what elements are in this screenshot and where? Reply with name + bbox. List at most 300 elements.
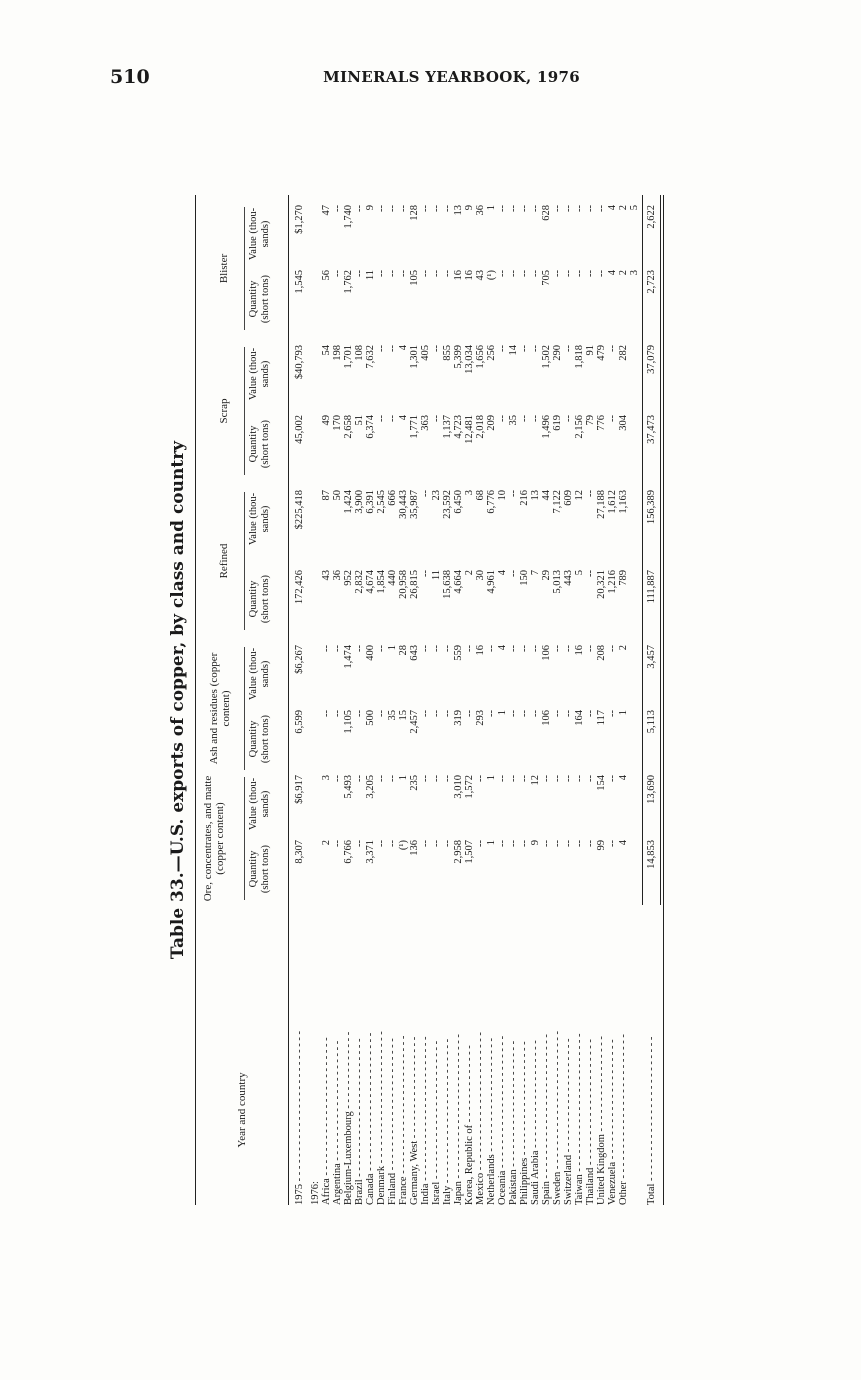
table-cell: -- — [387, 775, 398, 782]
table-cell: 164 — [574, 710, 585, 726]
table-cell: -- — [321, 710, 332, 717]
table-cell: -- — [398, 270, 409, 277]
table-cell: 51 — [354, 415, 365, 426]
table-cell: 1 — [497, 710, 508, 716]
table-cell: -- — [475, 775, 486, 782]
table-cell: 479 — [596, 345, 607, 361]
table-cell: -- — [574, 270, 585, 277]
table-cell: -- — [530, 205, 541, 212]
table-cell: 293 — [475, 710, 486, 726]
table-cell: -- — [508, 205, 519, 212]
table-cell: $1,270 — [294, 205, 305, 234]
table-cell: -- — [585, 775, 596, 782]
table-cell: 1,105 — [343, 710, 354, 734]
table-cell: 23 — [431, 490, 442, 501]
row-label: Pakistan - - - - - - - - - - - - - - - - - - - - - — [508, 1040, 519, 1205]
table-cell: -- — [332, 270, 343, 277]
table-cell: 400 — [365, 645, 376, 661]
table-cell: -- — [376, 205, 387, 212]
table-cell: -- — [585, 645, 596, 652]
table-cell: -- — [552, 270, 563, 277]
table-cell: 855 — [442, 345, 453, 361]
row-label: Venezuela - - - - - - - - - - - - - - - - - - - - — [607, 1039, 618, 1205]
table-cell: -- — [519, 415, 530, 422]
table-cell: 7,632 — [365, 345, 376, 369]
table-cell: 2 — [321, 840, 332, 846]
row-label: Korea, Republic of - - - - - - - - - - - - - — [464, 1045, 475, 1205]
table-cell: -- — [464, 710, 475, 717]
table-cell: 117 — [596, 710, 607, 726]
group-header: Ore, concentrates, and matte (copper content) — [202, 775, 226, 902]
table-cell: 87 — [321, 490, 332, 501]
table-cell: 6,766 — [343, 840, 354, 864]
table-cell: 106 — [541, 645, 552, 661]
table-cell: 2 — [464, 570, 475, 576]
table-cell: -- — [431, 775, 442, 782]
table-cell: 1,762 — [343, 270, 354, 294]
table-cell: -- — [354, 270, 365, 277]
row-label: Brazil - - - - - - - - - - - - - - - - - - - - - - - — [354, 1038, 365, 1205]
table-cell: 643 — [409, 645, 420, 661]
table-cell: 16 — [464, 270, 475, 281]
table-cell: 363 — [420, 415, 431, 431]
table-cell: 44 — [541, 490, 552, 501]
table-cell: -- — [574, 205, 585, 212]
table-cell: -- — [332, 775, 343, 782]
table-cell: 35,987 — [409, 490, 420, 519]
table-cell: -- — [387, 270, 398, 277]
table-cell: 2,832 — [354, 570, 365, 594]
group-underline — [244, 492, 245, 630]
table-cell: -- — [486, 710, 497, 717]
table-cell: 4 — [618, 775, 629, 781]
table-cell: -- — [519, 710, 530, 717]
table-cell: 170 — [332, 415, 343, 431]
table-cell: 43 — [475, 270, 486, 281]
table-cell: 1,474 — [343, 645, 354, 669]
table-cell: 776 — [596, 415, 607, 431]
table-cell: 16 — [574, 645, 585, 656]
table-cell: -- — [563, 270, 574, 277]
table-row — [343, 195, 354, 1205]
table-row — [563, 195, 574, 1205]
table-cell: 30 — [475, 570, 486, 581]
table-cell: 208 — [596, 645, 607, 661]
table-row — [376, 195, 387, 1205]
table-cell: 619 — [552, 415, 563, 431]
table-cell: 47 — [321, 205, 332, 216]
table-cell: -- — [552, 205, 563, 212]
table-cell: -- — [420, 270, 431, 277]
table-cell: -- — [354, 645, 365, 652]
table-cell: 150 — [519, 570, 530, 586]
table-cell: 1,701 — [343, 345, 354, 369]
table-cell: -- — [387, 840, 398, 847]
table-cell: 37,473 — [646, 415, 657, 444]
table-cell: -- — [321, 645, 332, 652]
table-cell: 1,502 — [541, 345, 552, 369]
table-cell: 49 — [321, 415, 332, 426]
table-row — [585, 195, 596, 1205]
table-cell: 8,307 — [294, 840, 305, 864]
book-title: MINERALS YEARBOOK, 1976 — [323, 68, 580, 86]
row-label: Japan - - - - - - - - - - - - - - - - - - - - - - - - — [453, 1034, 464, 1205]
table-cell: -- — [519, 645, 530, 652]
table-cell: 3,205 — [365, 775, 376, 799]
bottom-rule — [663, 905, 664, 1205]
table-cell: -- — [431, 345, 442, 352]
table-row — [618, 195, 629, 1205]
table-cell: 20,958 — [398, 570, 409, 599]
table-cell: -- — [497, 775, 508, 782]
group-underline — [244, 347, 245, 475]
table-cell: 1,854 — [376, 570, 387, 594]
row-label: Thailand - - - - - - - - - - - - - - - - - - - - - — [585, 1039, 596, 1205]
table-cell: -- — [530, 415, 541, 422]
table-cell: -- — [354, 840, 365, 847]
value-column-header: Value (thou- sands) — [248, 777, 271, 831]
table-cell: 6,599 — [294, 710, 305, 734]
table-cell: 1,656 — [475, 345, 486, 369]
table-cell: 30,443 — [398, 490, 409, 519]
table-cell: 14 — [508, 345, 519, 356]
table-cell: -- — [607, 645, 618, 652]
table-cell: -- — [508, 645, 519, 652]
table-cell: -- — [607, 775, 618, 782]
table-cell: -- — [387, 345, 398, 352]
table-cell: 5,399 — [453, 345, 464, 369]
group-header: Scrap — [218, 398, 230, 424]
table-row — [475, 195, 486, 1205]
row-label: Oceania - - - - - - - - - - - - - - - - - - - - - - — [497, 1035, 508, 1205]
table-cell: 56 — [321, 270, 332, 281]
table-cell: 1,424 — [343, 490, 354, 514]
table-row — [332, 195, 343, 1205]
row-label: Canada - - - - - - - - - - - - - - - - - - - - - - - — [365, 1032, 376, 1205]
table-cell: -- — [376, 415, 387, 422]
table-cell: -- — [376, 840, 387, 847]
table-cell: 4,664 — [453, 570, 464, 594]
table-title: Table 33.—U.S. exports of copper, by class and country — [168, 440, 188, 960]
table-row — [607, 195, 618, 1205]
table-cell: -- — [585, 570, 596, 577]
table-cell: 319 — [453, 710, 464, 726]
table-cell: -- — [387, 205, 398, 212]
table-cell: 1 — [486, 205, 497, 211]
table-cell: -- — [431, 415, 442, 422]
group-underline — [244, 207, 245, 330]
value-column-header: Value (thou- sands) — [248, 347, 271, 401]
table-cell: 172,426 — [294, 570, 305, 605]
row-label: Taiwan - - - - - - - - - - - - - - - - - - - - - - - — [574, 1033, 585, 1205]
table-row — [519, 195, 530, 1205]
table-cell: -- — [332, 645, 343, 652]
table-cell: 2 — [618, 270, 629, 276]
table-cell: -- — [519, 840, 530, 847]
table-cell: 1,572 — [464, 775, 475, 799]
table-cell: -- — [574, 775, 585, 782]
table-row — [574, 195, 585, 1205]
quantity-column-header: Quantity (short tons) — [248, 419, 271, 469]
table-cell: 5 — [574, 570, 585, 576]
table-cell: -- — [607, 840, 618, 847]
table-cell: -- — [376, 645, 387, 652]
table-cell: 9 — [530, 840, 541, 846]
table-cell: 1,163 — [618, 490, 629, 514]
row-label: Netherlands - - - - - - - - - - - - - - - - - - - — [486, 1037, 497, 1205]
table-row — [365, 195, 376, 1205]
table-cell: 1,771 — [409, 415, 420, 439]
stub-header: Year and country — [236, 1072, 248, 1148]
table-cell: -- — [508, 570, 519, 577]
table-cell: 2,457 — [409, 710, 420, 734]
table-cell: 20,321 — [596, 570, 607, 599]
table-cell: 9 — [365, 205, 376, 211]
table-cell: -- — [585, 490, 596, 497]
table-cell: -- — [497, 415, 508, 422]
table-cell: -- — [585, 840, 596, 847]
table-cell: -- — [497, 205, 508, 212]
table-cell: 5,493 — [343, 775, 354, 799]
value-column-header: Value (thou- sands) — [248, 207, 271, 261]
table-cell: -- — [607, 710, 618, 717]
top-rule — [195, 195, 196, 1205]
table-cell: 5 — [629, 205, 640, 211]
table-cell: -- — [497, 345, 508, 352]
quantity-column-header: Quantity (short tons) — [248, 844, 271, 894]
table-row — [464, 195, 475, 1205]
row-label: Belgium-Luxembourg - - - - - - - - - - - - - — [343, 1031, 354, 1205]
group-header: Refined — [218, 543, 230, 579]
table-row — [420, 195, 431, 1205]
table-cell: 405 — [420, 345, 431, 361]
table-cell: -- — [420, 205, 431, 212]
table-cell: 1,216 — [607, 570, 618, 594]
table-cell: -- — [563, 205, 574, 212]
table-cell: 6,450 — [453, 490, 464, 514]
table-cell: -- — [354, 775, 365, 782]
row-label: India - - - - - - - - - - - - - - - - - - - - - - - - — [420, 1036, 431, 1205]
total-rule — [642, 195, 643, 905]
table-cell: 3 — [464, 490, 475, 496]
table-cell: 79 — [585, 415, 596, 426]
row-label: Argentina - - - - - - - - - - - - - - - - - - - - — [332, 1040, 343, 1205]
table-cell: -- — [420, 645, 431, 652]
row-label: Africa - - - - - - - - - - - - - - - - - - - - - - - — [321, 1037, 332, 1205]
table-cell: -- — [431, 205, 442, 212]
table-cell: 609 — [563, 490, 574, 506]
table-cell: 13,034 — [464, 345, 475, 374]
table-cell: -- — [420, 775, 431, 782]
table-row — [486, 195, 497, 1205]
row-label: Other - - - - - - - - - - - - - - - - - - - - - - - - — [618, 1034, 629, 1205]
value-column-header: Value (thou- sands) — [248, 492, 271, 546]
table-cell: 156,389 — [646, 490, 657, 525]
table-cell: -- — [475, 840, 486, 847]
year-1976-label: 1976: — [310, 1181, 321, 1205]
table-cell: -- — [332, 710, 343, 717]
table-cell: -- — [332, 205, 343, 212]
table-cell: 26,815 — [409, 570, 420, 599]
table-cell: -- — [442, 270, 453, 277]
table-cell: -- — [398, 205, 409, 212]
table-cell: -- — [508, 775, 519, 782]
row-1975 — [294, 195, 305, 1205]
table-cell: 27,188 — [596, 490, 607, 519]
group-underline — [244, 777, 245, 900]
table-cell: -- — [607, 345, 618, 352]
table-cell: -- — [431, 270, 442, 277]
table-cell: -- — [420, 490, 431, 497]
table-cell: -- — [442, 710, 453, 717]
table-cell: 559 — [453, 645, 464, 661]
table-cell: 91 — [585, 345, 596, 356]
table-cell: 3,457 — [646, 645, 657, 669]
table-cell: -- — [563, 645, 574, 652]
table-cell: 13 — [530, 490, 541, 501]
row-label: United Kingdom - - - - - - - - - - - - - - - - — [596, 1036, 607, 1205]
table-cell: 136 — [409, 840, 420, 856]
table-cell: 6,374 — [365, 415, 376, 439]
bottom-double-rule — [663, 195, 664, 905]
table-cell: -- — [563, 710, 574, 717]
table-cell: -- — [420, 710, 431, 717]
table-cell: 1,301 — [409, 345, 420, 369]
table-cell: 35 — [508, 415, 519, 426]
table-cell: 789 — [618, 570, 629, 586]
table-cell: 4 — [398, 345, 409, 351]
table-cell: 105 — [409, 270, 420, 286]
table-cell: (¹) — [398, 840, 409, 851]
table-cell: -- — [552, 710, 563, 717]
table-cell: -- — [508, 710, 519, 717]
page-header — [110, 66, 580, 90]
table-cell: 209 — [486, 415, 497, 431]
table-cell: 282 — [618, 345, 629, 361]
table-cell: 11 — [431, 570, 442, 581]
table-row — [409, 195, 420, 1205]
table-cell: -- — [442, 775, 453, 782]
table-cell: 2,018 — [475, 415, 486, 439]
rotated-table — [168, 195, 723, 1205]
table-cell: 29 — [541, 570, 552, 581]
table-cell: 666 — [387, 490, 398, 506]
table-cell: -- — [420, 570, 431, 577]
table-cell: 7 — [530, 570, 541, 576]
row-label: Denmark - - - - - - - - - - - - - - - - - - - - - - — [376, 1031, 387, 1205]
table-cell: 1,612 — [607, 490, 618, 514]
total-row — [646, 195, 657, 1205]
table-cell: 14,853 — [646, 840, 657, 869]
table-cell: 5,113 — [646, 710, 657, 734]
group-underline — [244, 647, 245, 770]
table-cell: -- — [519, 270, 530, 277]
table-row — [541, 195, 552, 1205]
table-cell: 4 — [398, 415, 409, 421]
table-cell: -- — [508, 270, 519, 277]
table-cell: -- — [497, 840, 508, 847]
table-cell: 36 — [475, 205, 486, 216]
table-cell: 13 — [453, 205, 464, 216]
table-cell: 68 — [475, 490, 486, 501]
table-cell: -- — [508, 840, 519, 847]
table-cell: 2,723 — [646, 270, 657, 294]
table-row — [552, 195, 563, 1205]
table-cell: -- — [442, 840, 453, 847]
table-cell: 6,391 — [365, 490, 376, 514]
table-cell: $40,793 — [294, 345, 305, 380]
page-number: 510 — [110, 66, 150, 88]
table-cell: 4 — [607, 205, 618, 211]
table-cell: (¹) — [486, 270, 497, 281]
table-row — [387, 195, 398, 1205]
table-cell: 16 — [453, 270, 464, 281]
table-cell: -- — [376, 775, 387, 782]
table-cell: -- — [519, 205, 530, 212]
table-cell: 35 — [387, 710, 398, 721]
row-label: Mexico - - - - - - - - - - - - - - - - - - - - - - - — [475, 1032, 486, 1205]
table-cell: 12 — [574, 490, 585, 501]
table-cell: -- — [376, 345, 387, 352]
table-cell: 500 — [365, 710, 376, 726]
table-cell: 10 — [497, 490, 508, 501]
table-cell: 7,122 — [552, 490, 563, 514]
table-cell: $6,917 — [294, 775, 305, 804]
table-row — [629, 195, 640, 1205]
table-cell: -- — [519, 345, 530, 352]
row-label: Germany, West - - - - - - - - - - - - - - - - - — [409, 1036, 420, 1205]
table-cell: 54 — [321, 345, 332, 356]
table-cell: 45,002 — [294, 415, 305, 444]
table-cell: 4 — [618, 840, 629, 846]
table-cell: -- — [442, 205, 453, 212]
bottom-double-rule — [660, 195, 661, 905]
table-cell: 108 — [354, 345, 365, 361]
row-label: Total - - - - - - - - - - - - - - - - - - - - - - - - — [646, 1036, 657, 1205]
table-cell: 4 — [497, 570, 508, 576]
table-cell: -- — [596, 270, 607, 277]
table-row — [431, 195, 442, 1205]
table-cell: 43 — [321, 570, 332, 581]
table-cell: 4,674 — [365, 570, 376, 594]
table-cell: -- — [563, 775, 574, 782]
table-cell: -- — [442, 645, 453, 652]
table-cell: 4 — [607, 270, 618, 276]
table-cell: -- — [486, 645, 497, 652]
table-cell: -- — [332, 840, 343, 847]
table-cell: -- — [497, 270, 508, 277]
row-label: Switzerland - - - - - - - - - - - - - - - - - - - — [563, 1038, 574, 1205]
table-cell: -- — [431, 645, 442, 652]
table-cell: 5,013 — [552, 570, 563, 594]
table-cell: 23,592 — [442, 490, 453, 519]
table-cell: 15,638 — [442, 570, 453, 599]
table-cell: 3,900 — [354, 490, 365, 514]
table-cell: -- — [431, 710, 442, 717]
group-header: Ash and residues (copper content) — [208, 652, 232, 765]
table-cell: 1,818 — [574, 345, 585, 369]
table-cell: 304 — [618, 415, 629, 431]
row-label: Philippines - - - - - - - - - - - - - - - - - - - — [519, 1041, 530, 1205]
table-cell: -- — [541, 775, 552, 782]
table-row — [354, 195, 365, 1205]
table-cell: 952 — [343, 570, 354, 586]
table-cell: 198 — [332, 345, 343, 361]
table-cell: 4,723 — [453, 415, 464, 439]
row-label: Sweden - - - - - - - - - - - - - - - - - - - - - - - — [552, 1030, 563, 1205]
table-cell: 2 — [618, 205, 629, 211]
table-cell: -- — [530, 645, 541, 652]
